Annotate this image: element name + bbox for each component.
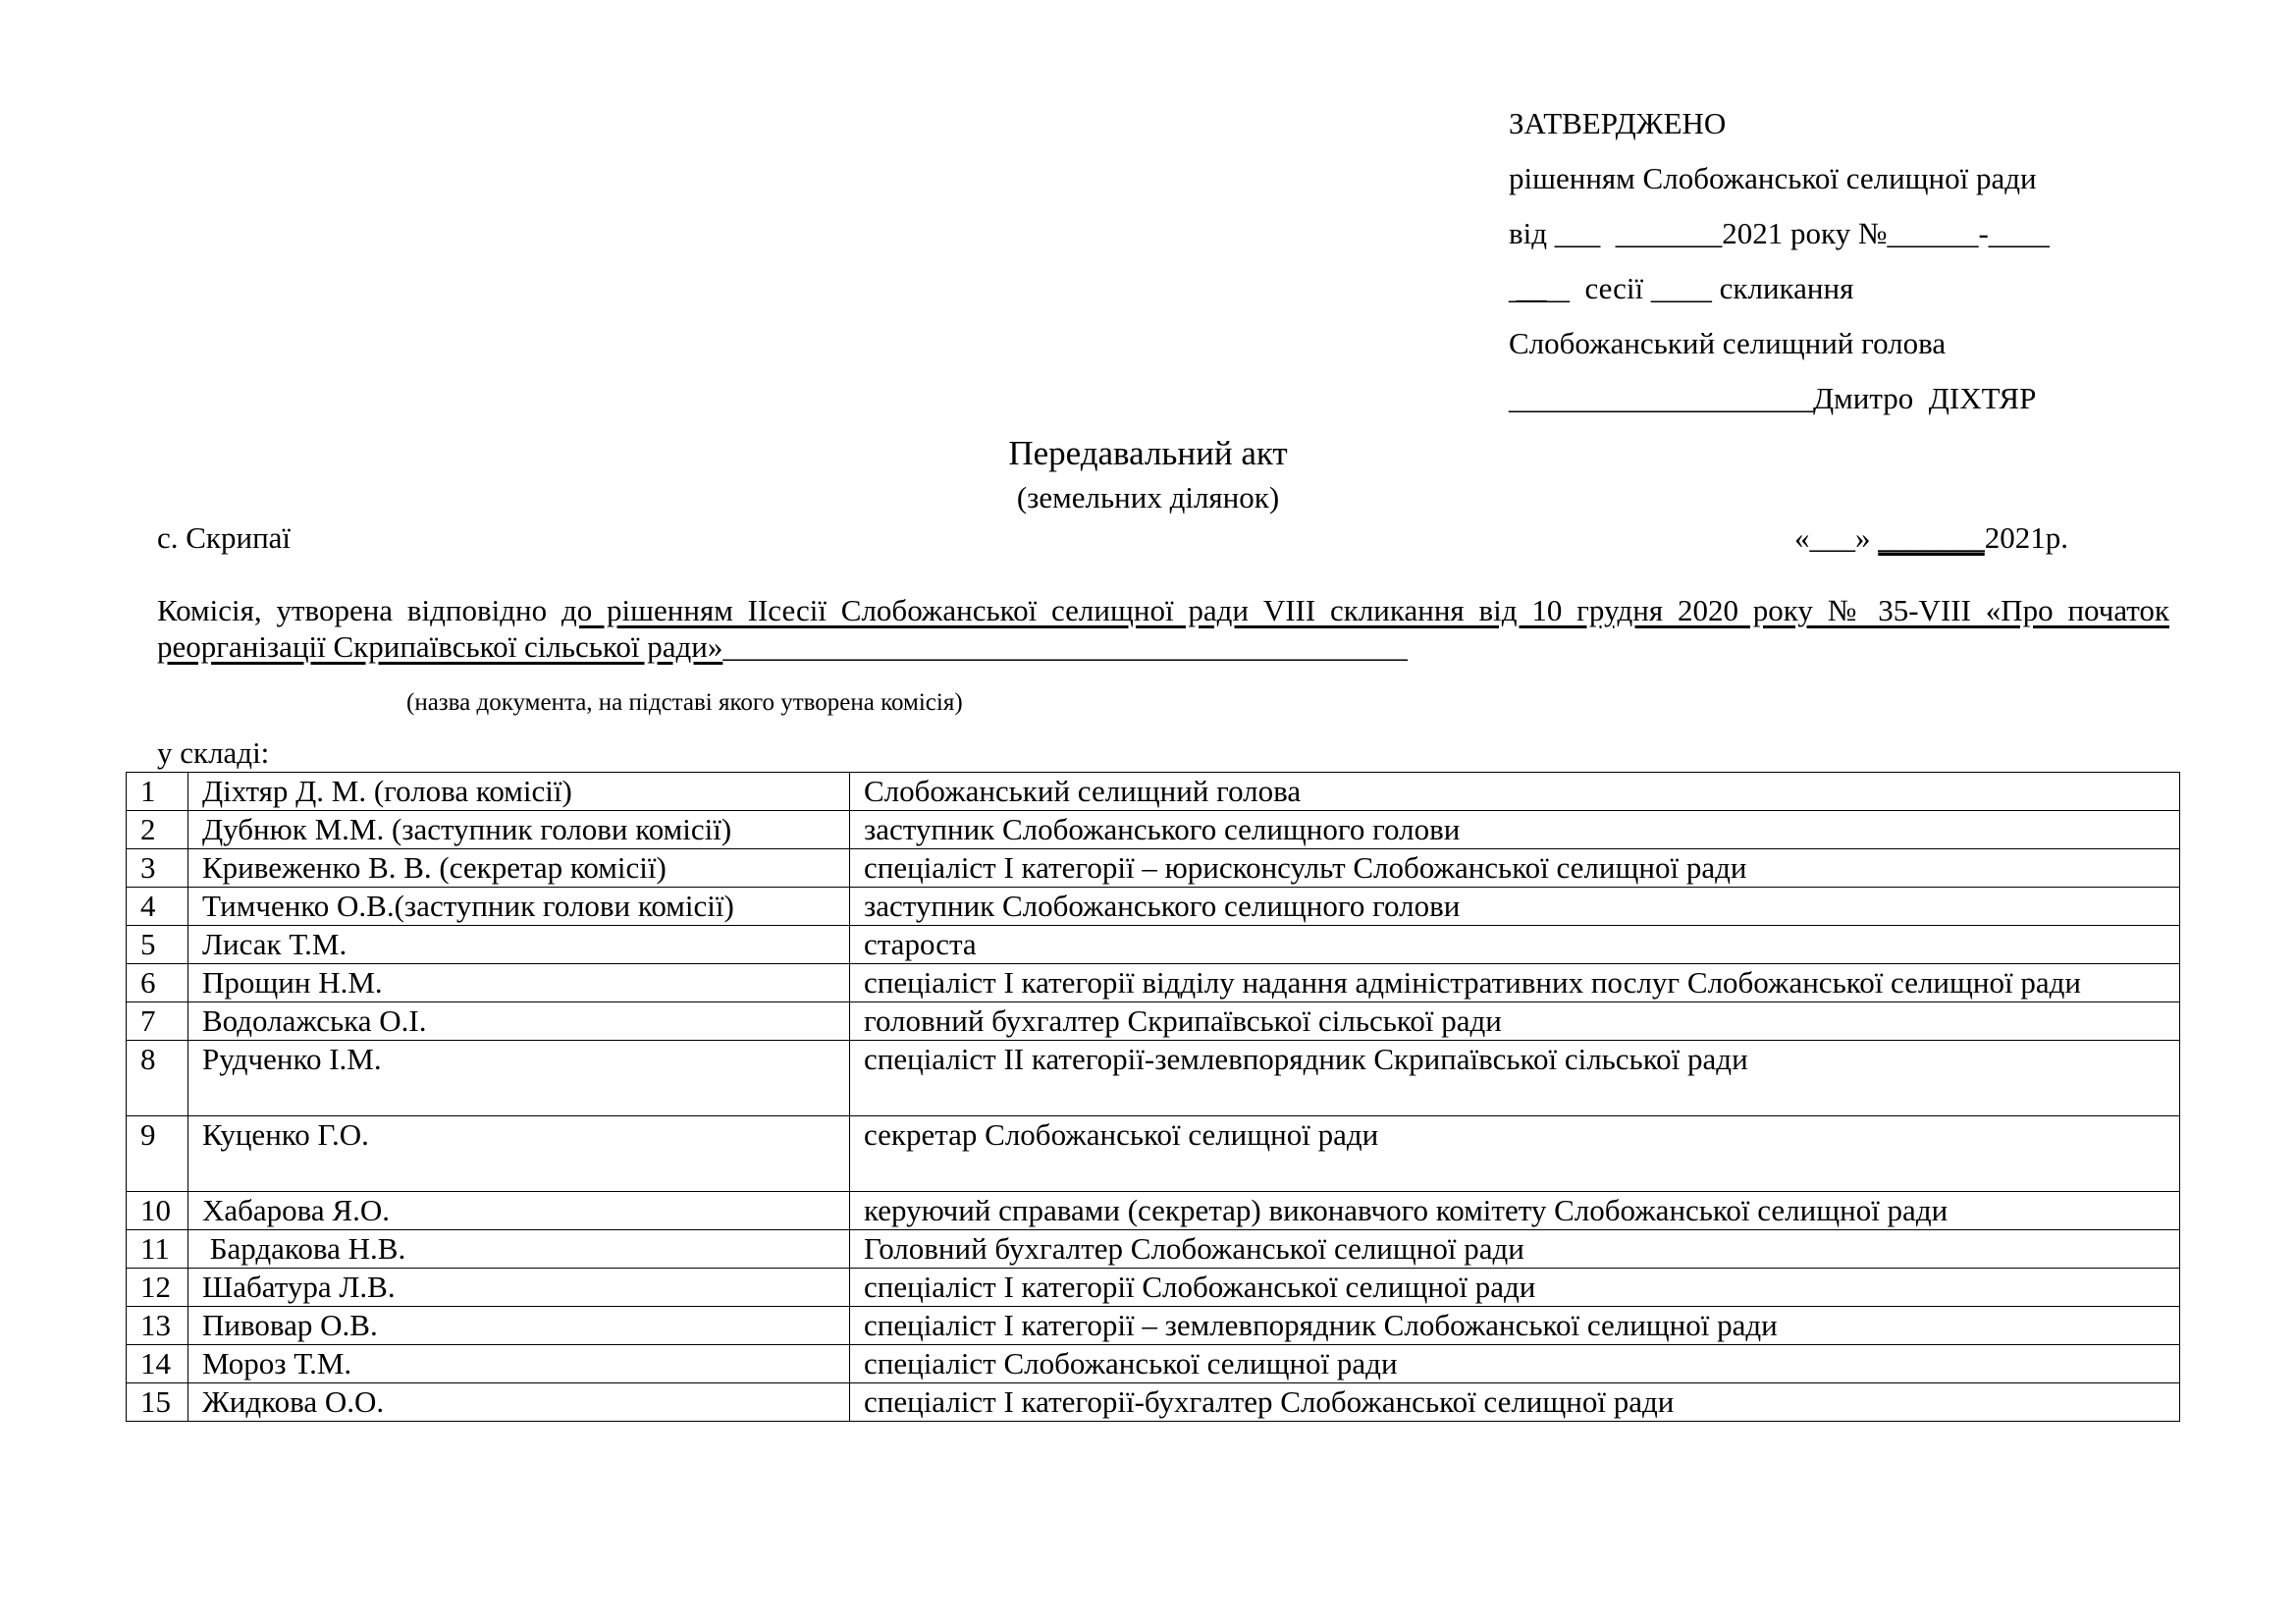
member-number: 3 — [127, 849, 188, 888]
act-date-year: 2021р. — [1984, 520, 2068, 555]
act-place: с. Скрипаї — [157, 520, 292, 555]
members-table-body — [127, 773, 2180, 1422]
member-number: 1 — [127, 773, 188, 811]
member-name: Лисак Т.М. — [188, 926, 850, 964]
member-position: спеціаліст Слобожанської селищної ради — [850, 1345, 2180, 1383]
member-name: Жидкова О.О. — [188, 1383, 850, 1422]
member-number: 7 — [127, 1002, 188, 1041]
member-number: 12 — [127, 1269, 188, 1307]
table-row — [127, 1383, 2180, 1422]
member-number: 11 — [127, 1230, 188, 1269]
commission-document-fill: _____________________________________________ — [722, 629, 1408, 664]
approval-signature-line: ____________________Дмитро ДІХТЯР — [1509, 381, 2037, 415]
member-name: Водолажська О.І. — [188, 1002, 850, 1041]
table-row — [127, 1041, 2180, 1116]
member-position: спеціаліст ІІ категорії-землевпорядник Скрипаївської сільської ради — [850, 1041, 2180, 1116]
member-number: 9 — [127, 1116, 188, 1192]
member-position: заступник Слобожанського селищного голови — [850, 888, 2180, 926]
member-position: Головний бухгалтер Слобожанської селищної ради — [850, 1230, 2180, 1269]
member-name: Дубнюк М.М. (заступник голови комісії) — [188, 811, 850, 849]
member-position: секретар Слобожанської селищної ради — [850, 1116, 2180, 1192]
member-number: 14 — [127, 1345, 188, 1383]
member-number: 6 — [127, 964, 188, 1002]
member-name: Тимченко О.В.(заступник голови комісії) — [188, 888, 850, 926]
member-name: Прощин Н.М. — [188, 964, 850, 1002]
table-row — [127, 926, 2180, 964]
approval-decision-line: рішенням Слобожанської селищної ради — [1509, 161, 2037, 195]
table-row — [127, 1230, 2180, 1269]
member-name: Рудченко І.М. — [188, 1041, 850, 1116]
member-number: 8 — [127, 1041, 188, 1116]
act-date-blank: _______ — [1878, 520, 1985, 555]
approval-date-line: від ___ _______2021 року №______-____ — [1509, 216, 2050, 250]
member-position: спеціаліст І категорії відділу надання адміністративних послуг Слобожанської селищної ради — [850, 964, 2180, 1002]
member-position: спеціаліст І категорії – юрисконсульт Слобожанської селищної ради — [850, 849, 2180, 888]
composition-label: у складі: — [157, 735, 270, 770]
member-number: 13 — [127, 1307, 188, 1345]
approval-head-title: Слобожанський селищний голова — [1509, 326, 1947, 360]
table-row — [127, 1192, 2180, 1230]
commission-intro: Комісія, утворена відповідно — [157, 593, 561, 627]
table-row — [127, 1269, 2180, 1307]
act-date-open: «___» — [1794, 520, 1879, 555]
members-table — [126, 772, 2180, 1422]
member-number: 2 — [127, 811, 188, 849]
commission-paragraph — [157, 592, 2169, 665]
commission-document: до рішенням IIсесії Слобожанської селищної ради VIII скликання від 10 грудня 2020 року № 35-VIII «Про початок реорганізації Скрипаївської сільської ради» — [157, 593, 2169, 664]
table-row — [127, 888, 2180, 926]
member-name: Діхтяр Д. М. (голова комісії) — [188, 773, 850, 811]
member-position: керуючий справами (секретар) виконавчого комітету Слобожанської селищної ради — [850, 1192, 2180, 1230]
member-name: Хабарова Я.О. — [188, 1192, 850, 1230]
approval-session-line: _̲_̲__ сесії ____ скликання — [1509, 271, 1854, 305]
member-position: спеціаліст І категорії-бухгалтер Слобожанської селищної ради — [850, 1383, 2180, 1422]
member-name: Шабатура Л.В. — [188, 1269, 850, 1307]
approval-heading: ЗАТВЕРДЖЕНО — [1509, 106, 1727, 140]
member-position: спеціаліст І категорії – землевпорядник Слобожанської селищної ради — [850, 1307, 2180, 1345]
member-name: Бардакова Н.В. — [188, 1230, 850, 1269]
member-position: заступник Слобожанського селищного голови — [850, 811, 2180, 849]
act-date — [1794, 518, 2068, 558]
member-number: 5 — [127, 926, 188, 964]
table-row — [127, 849, 2180, 888]
table-row — [127, 1116, 2180, 1192]
table-row — [127, 1345, 2180, 1383]
table-row — [127, 1307, 2180, 1345]
act-subtitle: (земельних ділянок) — [1016, 480, 1280, 514]
member-number: 15 — [127, 1383, 188, 1422]
table-row — [127, 1002, 2180, 1041]
member-name: Мороз Т.М. — [188, 1345, 850, 1383]
member-position: спеціаліст І категорії Слобожанської селищної ради — [850, 1269, 2180, 1307]
member-number: 10 — [127, 1192, 188, 1230]
member-name: Пивовар О.В. — [188, 1307, 850, 1345]
member-position: головний бухгалтер Скрипаївської сільської ради — [850, 1002, 2180, 1041]
member-name: Куценко Г.О. — [188, 1116, 850, 1192]
act-title: Передавальний акт — [1008, 434, 1288, 472]
member-position: староста — [850, 926, 2180, 964]
document-caption: (назва документа, на підставі якого утворена комісія) — [406, 689, 963, 716]
table-row — [127, 964, 2180, 1002]
member-position: Слобожанський селищний голова — [850, 773, 2180, 811]
table-row — [127, 773, 2180, 811]
member-name: Кривеженко В. В. (секретар комісії) — [188, 849, 850, 888]
member-number: 4 — [127, 888, 188, 926]
table-row — [127, 811, 2180, 849]
